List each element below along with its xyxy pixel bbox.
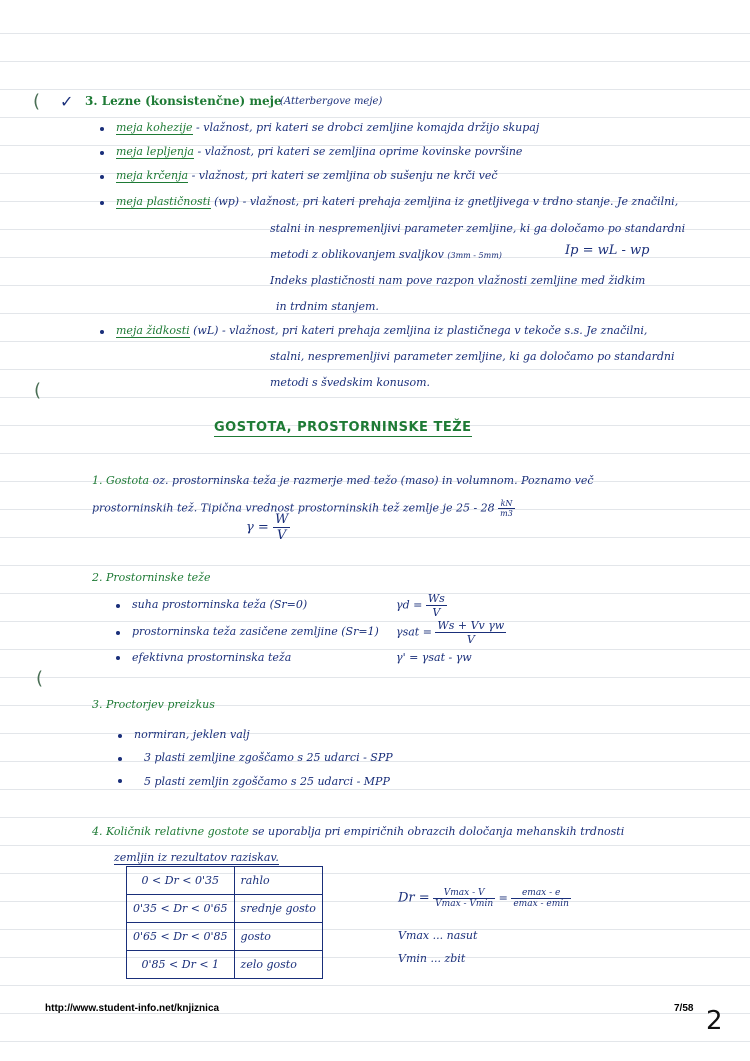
symbol: (wL) — [193, 324, 219, 337]
den: V — [432, 606, 441, 619]
bullet — [116, 656, 120, 660]
lhs: γ = — [246, 520, 269, 535]
desc: - vlažnost, pri kateri prehaja zemljina iz plastičnega v tekoče s.s. Je značilni, — [221, 324, 648, 337]
limits-heading-note: (Atterbergove meje) — [280, 96, 383, 107]
desc: - vlažnost, pri kateri prehaja zemljina iz gnetljivega v trdno stanje. Je značilni, — [242, 195, 679, 208]
relative-density-table — [126, 866, 323, 979]
s4-line-2 — [114, 851, 279, 864]
equals: = — [498, 891, 508, 905]
plasticity-index-formula: Ip = wL - wp — [565, 243, 650, 258]
text: se uporablja pri empiričnih obrazcih določanja mehanskih trdnosti — [252, 825, 625, 838]
num: Ws — [427, 592, 445, 605]
liquid-cont-2: metodi s švedskim konusom. — [270, 376, 430, 389]
margin-bracket-mark: ( — [34, 380, 42, 401]
fraction — [426, 592, 447, 619]
s2-item-eff: efektivna prostorninska teža — [132, 651, 292, 664]
term: meja lepljenja — [116, 145, 194, 158]
dr-formula — [398, 888, 571, 909]
s2-formula-sat — [396, 619, 506, 646]
term: meja židkosti — [116, 324, 190, 337]
num: Vmax - V — [433, 888, 495, 899]
bullet — [100, 127, 104, 131]
range-cell: 0'65 < Dr < 0'85 — [127, 923, 235, 951]
bullet — [100, 201, 104, 205]
table-row — [127, 867, 323, 895]
limit-item-shrinkage — [116, 169, 498, 182]
s4-label: 4. Količnik relativne gostote — [92, 825, 249, 838]
page-number: 7/58 — [674, 1003, 694, 1014]
bullet — [100, 330, 104, 334]
range-cell: 0'35 < Dr < 0'65 — [127, 895, 235, 923]
bullet — [116, 631, 120, 635]
limits-heading: 3. Lezne (konsistenčne) meje — [85, 94, 282, 108]
unit-num: kN — [498, 499, 515, 509]
s2-formula-eff: γ' = γsat - γw — [396, 651, 472, 664]
vmin-note: Vmin ... zbit — [398, 952, 466, 965]
fraction-1 — [433, 888, 495, 909]
desc: - vlažnost, pri kateri se zemljina oprime kovinske površine — [197, 145, 523, 158]
bullet — [100, 175, 104, 179]
desc: - vlažnost, pri kateri se zemljina ob sušenju ne krči več — [191, 169, 498, 182]
limit-item-liquid — [116, 324, 647, 337]
s2-formula-dry — [396, 592, 447, 619]
bullet — [118, 734, 122, 738]
class-cell: rahlo — [234, 867, 322, 895]
den: Vmax - Vmin — [435, 899, 494, 909]
s1-formula — [246, 512, 290, 543]
fraction — [435, 619, 506, 646]
margin-bracket-mark: ( — [33, 91, 41, 112]
s2-item-sat: prostorninska teža zasičene zemljine (Sr=1) — [132, 625, 379, 638]
text: prostorninskih tež. Tipična vrednost prostorninskih tež zemlje je 25 - 28 — [92, 501, 495, 515]
s3-label: 3. Proctorjev preizkus — [92, 698, 215, 711]
class-cell: zelo gosto — [234, 951, 322, 979]
liquid-cont-1: stalni, nespremenljivi parameter zemljine, ki ga določamo po standardni — [270, 350, 675, 363]
limit-item-sticky — [116, 145, 522, 158]
text: oz. prostorninska teža je razmerje med težo (maso) in volumnom. Poznamo več — [152, 474, 594, 487]
s3-item-1: normiran, jeklen valj — [134, 728, 250, 741]
text: zemljin iz rezultatov raziskav. — [114, 851, 279, 864]
lhs: Dr = — [398, 890, 430, 906]
desc: - vlažnost, pri kateri se drobci zemljine komajda držijo skupaj — [196, 121, 540, 134]
symbol: (wp) — [214, 195, 240, 208]
plastic-cont-2 — [270, 248, 502, 261]
term: meja plastičnosti — [116, 195, 211, 208]
footer-link[interactable]: http://www.student-info.net/knjiznica — [45, 1003, 220, 1014]
bullet — [118, 757, 122, 761]
num: Ws + Vv γw — [437, 619, 505, 632]
table-row — [127, 895, 323, 923]
check-mark-icon: ✓ — [60, 92, 74, 111]
lhs: γd = — [396, 598, 423, 612]
term: meja krčenja — [116, 169, 189, 182]
unit-fraction — [498, 499, 515, 518]
num: emax - e — [511, 888, 571, 899]
bullet — [100, 151, 104, 155]
section-title: GOSTOTA, PROSTORNINSKE TEŽE — [214, 420, 472, 435]
class-cell: gosto — [234, 923, 322, 951]
term: meja kohezije — [116, 121, 193, 134]
range-cell: 0 < Dr < 0'35 — [127, 867, 235, 895]
limit-item-cohesion — [116, 121, 539, 134]
margin-bracket-mark: ( — [36, 668, 44, 689]
plastic-cont-1: stalni in nespremenljivi parameter zemljine, ki ga določamo po standardni — [270, 222, 686, 235]
text: metodi z oblikovanjem svaljkov — [270, 248, 444, 261]
handwritten-page-number: 2 — [706, 1006, 723, 1036]
s3-item-2: 3 plasti zemljine zgoščamo s 25 udarci - SPP — [144, 751, 393, 764]
fraction-2 — [511, 888, 571, 909]
vmax-note: Vmax ... nasut — [398, 929, 478, 942]
s1-line-2 — [92, 499, 515, 518]
range-cell: 0'85 < Dr < 1 — [127, 951, 235, 979]
bullet — [116, 604, 120, 608]
s2-label: 2. Prostorninske teže — [92, 571, 211, 584]
limit-item-plastic — [116, 195, 678, 208]
den: emax - emin — [513, 899, 569, 909]
den: V — [466, 633, 475, 646]
s2-item-dry: suha prostorninska teža (Sr=0) — [132, 598, 308, 611]
s3-item-3: 5 plasti zemljin zgoščamo s 25 udarci - MPP — [144, 775, 390, 788]
fraction — [273, 512, 290, 543]
table-row — [127, 951, 323, 979]
s4-line-1 — [92, 825, 624, 838]
s1-line-1 — [92, 474, 594, 487]
lhs: γsat = — [396, 625, 432, 639]
den: V — [276, 528, 287, 543]
size-note: (3mm - 5mm) — [447, 251, 502, 260]
class-cell: srednje gosto — [234, 895, 322, 923]
s1-label: 1. Gostota — [92, 474, 150, 487]
table-row — [127, 923, 323, 951]
plastic-index-1: Indeks plastičnosti nam pove razpon vlažnosti zemljine med židkim — [270, 274, 646, 287]
bullet — [118, 779, 122, 783]
plastic-index-2: in trdnim stanjem. — [276, 300, 379, 313]
num: W — [274, 512, 289, 527]
unit-den: m3 — [500, 509, 513, 518]
